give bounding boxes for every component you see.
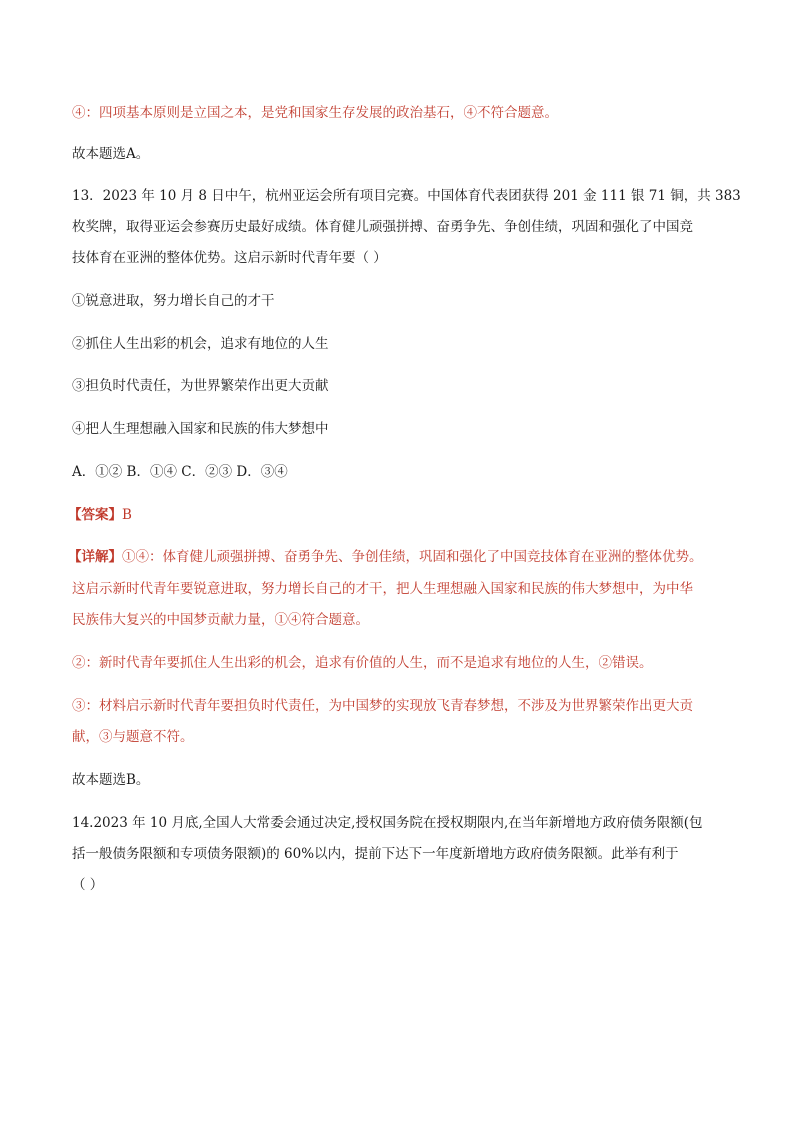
q14-stem-line-1: 14.2023 年 10 月底,全国人大常委会通过决定,授权国务院在授权期限内,在当年新增地方政府债务限额(包 bbox=[72, 815, 703, 831]
document-page bbox=[68, 0, 741, 1123]
q13-item2: ②：新时代青年要抓住人生出彩的机会，追求有价值的人生，而不是追求有地位的人生，②错误。 bbox=[72, 655, 653, 671]
q13-item3-line-1: ③：材料启示新时代青年要担负时代责任，为中国梦的实现放飞青春梦想，不涉及为世界繁荣作出更大贡 bbox=[72, 698, 693, 714]
q13-detail-line-3: 民族伟大复兴的中国梦贡献力量，①④符合题意。 bbox=[72, 612, 369, 628]
q13-detail-line-2: 这启示新时代青年要锐意进取，努力增长自己的才干，把人生理想融入国家和民族的伟大梦想中，为中华 bbox=[72, 581, 693, 597]
q13-conclusion: 故本题选B。 bbox=[72, 772, 150, 788]
detail-tag: 【详解】 bbox=[68, 549, 122, 565]
prev-explanation-item4: ④：四项基本原则是立国之本，是党和国家生存发展的政治基石，④不符合题意。 bbox=[72, 105, 558, 121]
q14-stem-line-3: （ ） bbox=[72, 877, 104, 893]
q13-option-4: ④把人生理想融入国家和民族的伟大梦想中 bbox=[72, 421, 329, 437]
q14-stem-line-2: 括一般债务限额和专项债务限额)的 60%以内，提前下达下一年度新增地方政府债务限额。此举有利于 bbox=[72, 846, 679, 862]
q13-item3-line-2: 献，③与题意不符。 bbox=[72, 729, 194, 745]
prev-conclusion: 故本题选A。 bbox=[72, 146, 150, 162]
q13-choices: A．①② B．①④ C．②③ D．③④ bbox=[72, 464, 288, 480]
q13-answer bbox=[68, 506, 132, 524]
q13-stem-line-3: 技体育在亚洲的整体优势。这启示新时代青年要（ ） bbox=[72, 250, 387, 266]
answer-value: B bbox=[122, 507, 132, 523]
q13-stem-line-2: 枚奖牌，取得亚运会参赛历史最好成绩。体育健儿顽强拼搏、奋勇争先、争创佳绩，巩固和强化了中国竞 bbox=[72, 219, 693, 235]
q13-option-3: ③担负时代责任，为世界繁荣作出更大贡献 bbox=[72, 378, 329, 394]
q13-detail-line-1: 【详解】①④：体育健儿顽强拼搏、奋勇争先、争创佳绩，巩固和强化了中国竞技体育在亚洲的整体优势。 bbox=[68, 549, 703, 565]
q13-option-1: ①锐意进取，努力增长自己的才干 bbox=[72, 293, 275, 309]
q13-option-2: ②抓住人生出彩的机会，追求有地位的人生 bbox=[72, 336, 329, 352]
q13-stem-line-1: 13．2023 年 10 月 8 日中午，杭州亚运会所有项目完赛。中国体育代表团获得 201 金 111 银 71 铜，共 383 bbox=[72, 188, 741, 204]
answer-tag: 【答案】 bbox=[68, 507, 122, 523]
